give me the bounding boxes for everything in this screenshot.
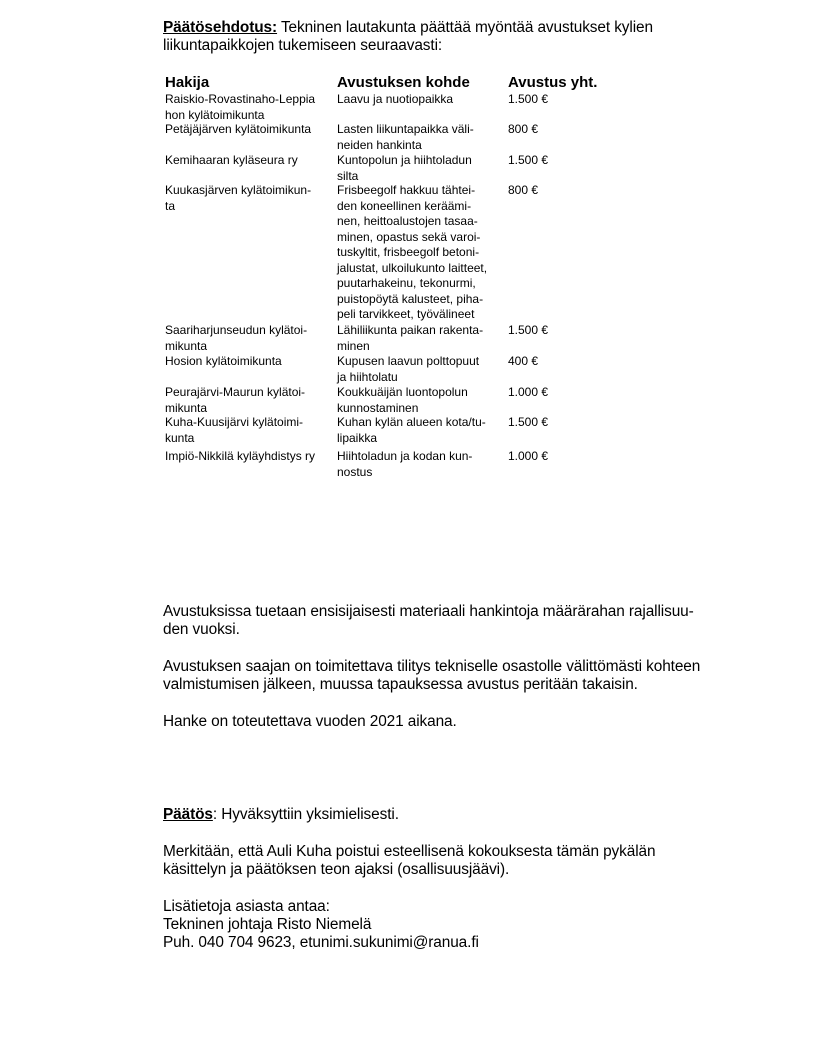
target-line: Frisbeegolf hakkuu tähtei- xyxy=(337,183,476,197)
paragraph-materials-line2: den vuoksi. xyxy=(163,621,240,638)
table-row xyxy=(165,415,565,449)
target-line: den koneellinen keräämi- xyxy=(337,198,472,213)
grants-table xyxy=(165,74,598,481)
cell-target xyxy=(337,323,505,354)
target-line: Lasten liikuntapaikka väli- xyxy=(337,122,474,136)
target-line: tuskyltit, frisbeegolf betoni- xyxy=(337,245,480,259)
cell-target xyxy=(337,385,505,416)
table-header xyxy=(165,74,598,92)
target-line: ja hiihtolatu xyxy=(337,369,398,384)
table-row xyxy=(165,92,565,122)
header-target: Avustuksen kohde xyxy=(337,74,470,91)
target-line: puistopöytä kalusteet, piha- xyxy=(337,291,484,306)
table-row xyxy=(165,385,565,415)
cell-applicant xyxy=(165,449,333,465)
cell-target xyxy=(337,449,505,480)
target-line: lipaikka xyxy=(337,430,378,445)
cell-applicant xyxy=(165,323,333,354)
cell-amount: 1.500 € xyxy=(508,415,549,429)
cell-applicant xyxy=(165,183,333,214)
target-line: Kuntopolun ja hiihtoladun xyxy=(337,153,472,167)
proposal-paragraph xyxy=(163,19,743,55)
target-line: silta xyxy=(337,168,359,183)
table-body xyxy=(165,92,565,481)
cell-target xyxy=(337,153,505,184)
note-line2: käsittelyn ja päätöksen teon ajaksi (osallisuusjäävi). xyxy=(163,861,510,878)
decision-text: : Hyväksyttiin yksimielisesti. xyxy=(212,806,399,823)
cell-applicant xyxy=(165,354,333,370)
applicant-line: kunta xyxy=(165,430,195,445)
applicant-line: Petäjäjärven kylätoimikunta xyxy=(165,122,312,136)
applicant-line: ta xyxy=(165,198,176,213)
target-line: nostus xyxy=(337,464,373,479)
target-line: Laavu ja nuotiopaikka xyxy=(337,92,454,106)
target-line: kunnostaminen xyxy=(337,400,419,415)
paragraph-reporting-line2: valmistumisen jälkeen, muussa tapauksessa avustus peritään takaisin. xyxy=(163,676,638,693)
paragraph-deadline-text: Hanke on toteutettava vuoden 2021 aikana. xyxy=(163,713,457,730)
target-line: nen, heittoalustojen tasaa- xyxy=(337,214,478,228)
cell-amount: 1.000 € xyxy=(508,385,549,399)
cell-target xyxy=(337,354,505,385)
cell-target xyxy=(337,92,505,108)
header-applicant: Hakija xyxy=(165,74,210,91)
applicant-line: Kemihaaran kyläseura ry xyxy=(165,153,298,167)
cell-target xyxy=(337,415,505,446)
paragraph-materials xyxy=(163,603,743,639)
contact-info xyxy=(163,898,743,952)
target-line: Kupusen laavun polttopuut xyxy=(337,354,480,368)
cell-target xyxy=(337,122,505,153)
contact-line1: Lisätietoja asiasta antaa: xyxy=(163,898,330,915)
applicant-line: Impiö-Nikkilä kyläyhdistys ry xyxy=(165,449,316,463)
table-row xyxy=(165,153,565,183)
target-line: neiden hankinta xyxy=(337,137,422,152)
applicant-line: Raiskio-Rovastinaho-Leppia xyxy=(165,92,316,106)
table-row xyxy=(165,449,565,481)
cell-amount: 800 € xyxy=(508,183,539,197)
paragraph-reporting-line1: Avustuksen saajan on toimitettava tilitys tekniselle osastolle välittömästi kohteen xyxy=(163,658,701,675)
cell-target xyxy=(337,183,505,323)
cell-applicant xyxy=(165,385,333,416)
contact-person: Tekninen johtaja Risto Niemelä xyxy=(163,916,372,933)
applicant-line: Kuukasjärven kylätoimikun- xyxy=(165,183,312,197)
target-line: puutarhakeinu, tekonurmi, xyxy=(337,276,476,290)
applicant-line: mikunta xyxy=(165,338,208,353)
cell-amount: 1.500 € xyxy=(508,92,549,106)
target-line: Lähiliikunta paikan rakenta- xyxy=(337,323,484,337)
applicant-line: Hosion kylätoimikunta xyxy=(165,354,282,368)
target-line: Kuhan kylän alueen kota/tu- xyxy=(337,415,486,429)
paragraph-reporting xyxy=(163,658,743,694)
paragraph-deadline xyxy=(163,713,743,731)
disqualification-note xyxy=(163,843,743,879)
proposal-text-line2: liikuntapaikkojen tukemiseen seuraavasti: xyxy=(163,37,443,54)
table-row xyxy=(165,323,565,354)
target-line: Hiihtoladun ja kodan kun- xyxy=(337,449,473,463)
cell-amount: 1.500 € xyxy=(508,153,549,167)
proposal-label: Päätösehdotus: xyxy=(163,19,278,36)
applicant-line: Peurajärvi-Maurun kylätoi- xyxy=(165,385,306,399)
cell-amount: 1.000 € xyxy=(508,449,549,463)
target-line: peli tarvikkeet, työvälineet xyxy=(337,307,475,321)
table-row xyxy=(165,354,565,385)
table-row xyxy=(165,122,565,153)
applicant-line: Kuha-Kuusijärvi kylätoimi- xyxy=(165,415,304,429)
cell-applicant xyxy=(165,415,333,446)
cell-applicant xyxy=(165,153,333,169)
paragraph-materials-line1: Avustuksissa tuetaan ensisijaisesti materiaali hankintoja määrärahan rajallisuu- xyxy=(163,603,694,620)
decision-label: Päätös xyxy=(163,806,213,823)
proposal-text: Tekninen lautakunta päättää myöntää avustukset kylien xyxy=(277,19,653,36)
cell-amount: 800 € xyxy=(508,122,539,136)
decision-paragraph xyxy=(163,806,743,824)
cell-amount: 400 € xyxy=(508,354,539,368)
applicant-line: Saariharjunseudun kylätoi- xyxy=(165,323,308,337)
contact-details: Puh. 040 704 9623, etunimi.sukunimi@ranua.fi xyxy=(163,934,479,951)
table-row xyxy=(165,183,565,323)
target-line: minen, opastus sekä varoi- xyxy=(337,229,481,244)
target-line: minen xyxy=(337,338,370,353)
cell-amount: 1.500 € xyxy=(508,323,549,337)
header-amount: Avustus yht. xyxy=(508,74,598,91)
cell-applicant xyxy=(165,122,333,138)
target-line: jalustat, ulkoilukunto laitteet, xyxy=(337,260,488,275)
cell-applicant xyxy=(165,92,333,123)
target-line: Koukkuäijän luontopolun xyxy=(337,385,468,399)
applicant-line: mikunta xyxy=(165,400,208,415)
note-line1: Merkitään, että Auli Kuha poistui esteellisenä kokouksesta tämän pykälän xyxy=(163,843,656,860)
applicant-line: hon kylätoimikunta xyxy=(165,107,265,122)
